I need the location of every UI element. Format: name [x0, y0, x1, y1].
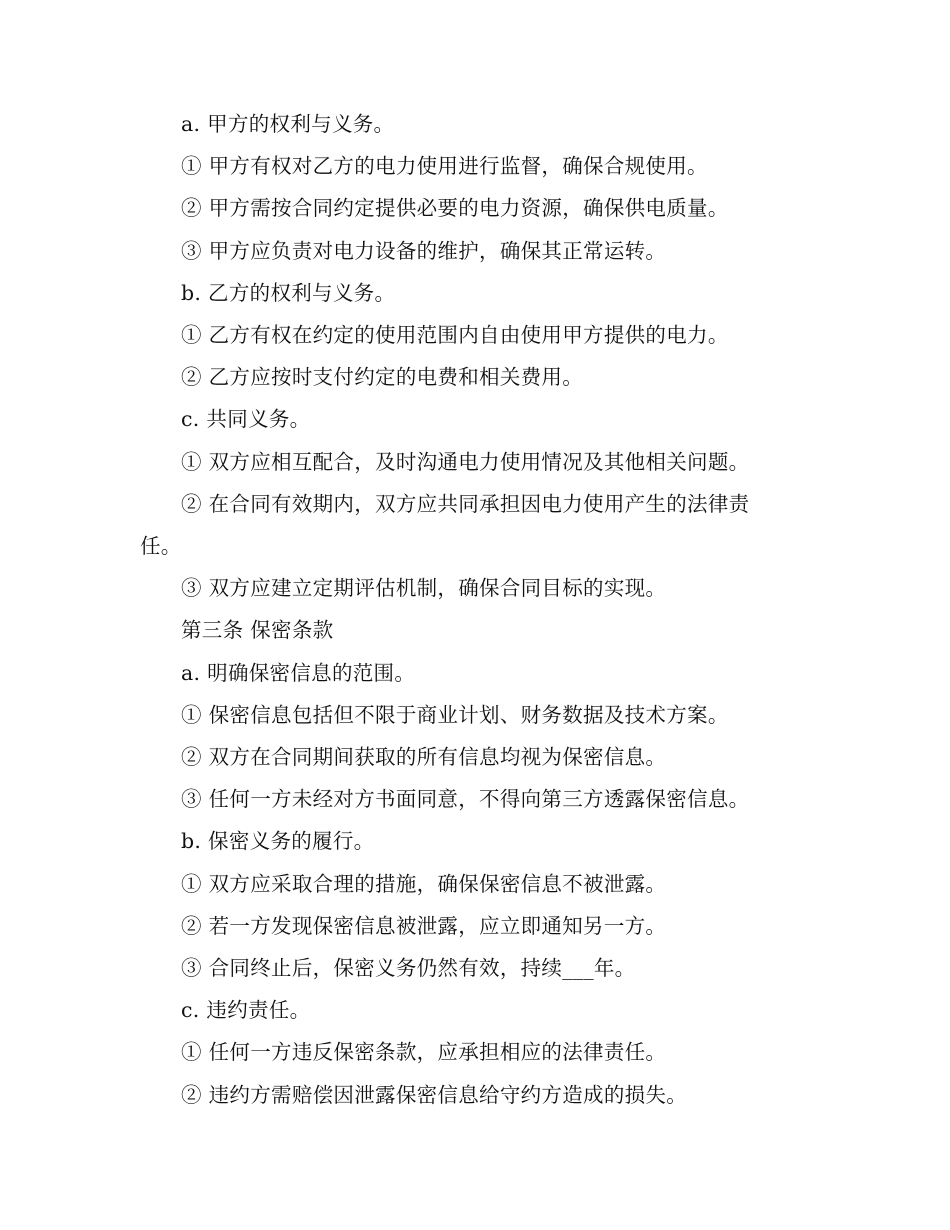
paragraph-confidential-a-1: ① 保密信息包括但不限于商业计划、财务数据及技术方案。 [181, 702, 729, 727]
paragraph-confidential-b: b. 保密义务的履行。 [181, 829, 375, 854]
paragraph-b-2: ② 乙方应按时支付约定的电费和相关费用。 [181, 365, 584, 390]
paragraph-a-party-a-rights: a. 甲方的权利与义务。 [181, 112, 395, 136]
paragraph-c-joint-obligations: c. 共同义务。 [181, 407, 311, 432]
paragraph-confidential-a-2: ② 双方在合同期间获取的所有信息均视为保密信息。 [181, 745, 667, 770]
paragraph-confidential-b-1: ① 双方应采取合理的措施，确保保密信息不被泄露。 [181, 871, 667, 896]
paragraph-a-3: ③ 甲方应负责对电力设备的维护，确保其正常运转。 [181, 238, 667, 263]
paragraph-c-1: ① 双方应相互配合，及时沟通电力使用情况及其他相关问题。 [181, 449, 750, 474]
document-body [140, 103, 788, 1116]
paragraph-c-3: ③ 双方应建立定期评估机制，确保合同目标的实现。 [181, 576, 667, 601]
paragraph-confidential-b-2: ② 若一方发现保密信息被泄露，应立即通知另一方。 [181, 913, 667, 938]
paragraph-confidential-a: a. 明确保密信息的范围。 [181, 660, 416, 685]
paragraph-b-1: ① 乙方有权在约定的使用范围内自由使用甲方提供的电力。 [181, 323, 729, 348]
paragraph-confidential-b-3: ③ 合同终止后，保密义务仍然有效，持续___年。 [181, 956, 636, 981]
paragraph-c-2: ② 在合同有效期内，双方应共同承担因电力使用产生的法律责任。 [140, 491, 750, 559]
paragraph-confidential-a-3: ③ 任何一方未经对方书面同意，不得向第三方透露保密信息。 [181, 787, 750, 812]
paragraph-b-party-b-rights: b. 乙方的权利与义务。 [181, 280, 396, 305]
paragraph-confidential-c-2: ② 违约方需赔偿因泄露保密信息给守约方造成的损失。 [181, 1082, 688, 1107]
paragraph-confidential-c: c. 违约责任。 [181, 998, 311, 1023]
paragraph-a-1: ① 甲方有权对乙方的电力使用进行监督，确保合规使用。 [181, 154, 708, 179]
section-heading-article-3: 第三条 保密条款 [181, 618, 334, 643]
paragraph-confidential-c-1: ① 任何一方违反保密条款，应承担相应的法律责任。 [181, 1040, 667, 1065]
paragraph-a-2: ② 甲方需按合同约定提供必要的电力资源，确保供电质量。 [181, 196, 729, 221]
